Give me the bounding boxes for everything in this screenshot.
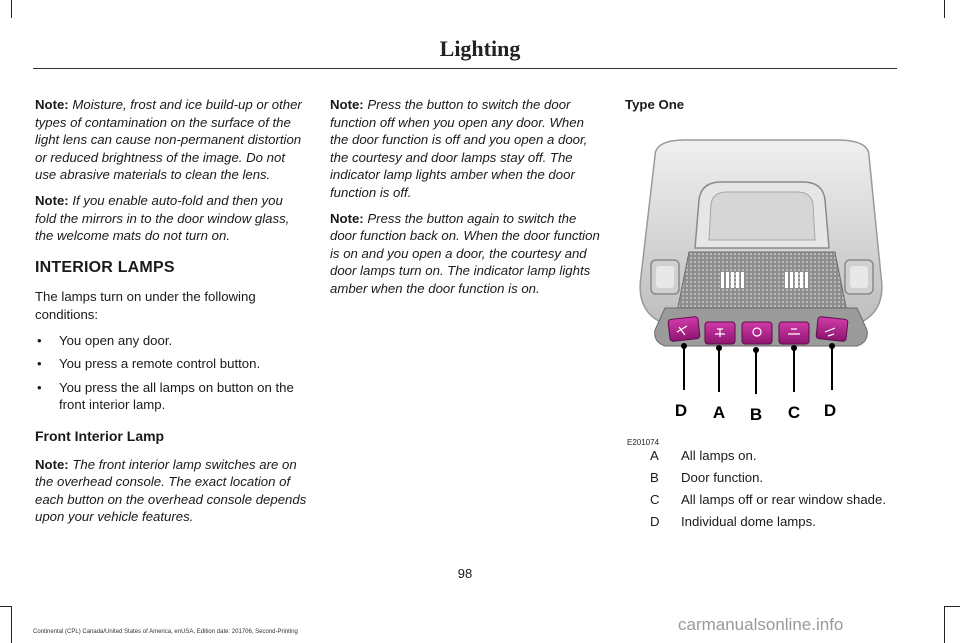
legend-row — [650, 488, 900, 510]
intro-text: The lamps turn on under the following conditions: — [35, 289, 256, 322]
section-heading-interior-lamps: INTERIOR LAMPS — [35, 258, 175, 276]
callout-label-a: A — [712, 402, 726, 422]
callout-leaders — [684, 346, 832, 394]
header-rule — [33, 68, 897, 69]
figure-title: Type One — [625, 97, 685, 112]
column-middle — [330, 96, 602, 306]
figure-legend — [650, 444, 900, 532]
crop-mark-top-left-v — [11, 0, 12, 18]
footer-edition-info: Continental (CPL) Canada/United States of America, enUSA, Edition date: 201706, Second-Printing — [33, 629, 298, 635]
crop-mark-bottom-right-h — [944, 606, 960, 607]
watermark: carmanualsonline.info — [678, 615, 844, 634]
legend-desc: Individual dome lamps. — [681, 513, 816, 529]
list-item: • You press a remote control button. — [35, 355, 307, 373]
legend-desc: All lamps off or rear window shade. — [681, 491, 886, 507]
legend-row — [650, 444, 900, 466]
legend-key: B — [650, 469, 659, 485]
crop-mark-bottom-right-v — [944, 606, 945, 643]
note-door-function-on: Note: Press the button again to switch the door function back on. When the door function is on and you open a door, the courtesy and door lamps turn on. The indicator lamp lights amber when the door function is on. — [330, 210, 600, 296]
figure-code: E201074 — [627, 437, 660, 447]
callout-label-b: B — [749, 404, 763, 424]
column-left — [35, 96, 307, 534]
page-number: 98 — [457, 566, 473, 581]
list-item: • You open any door. — [35, 332, 307, 350]
overhead-console-illustration — [625, 120, 897, 440]
legend-desc: All lamps on. — [681, 447, 757, 463]
overhead-console-figure — [625, 120, 897, 447]
conditions-list — [35, 332, 307, 414]
crop-mark-bottom-left-h — [0, 606, 12, 607]
crop-mark-bottom-left-v — [11, 606, 12, 643]
legend-key: D — [650, 513, 660, 529]
callout-label-d-left: D — [674, 400, 688, 420]
page-title: Lighting — [439, 36, 521, 61]
note-auto-fold: Note: If you enable auto-fold and then you fold the mirrors in to the door window glass, the welcome mats do not turn on. — [35, 192, 290, 244]
legend-key: C — [650, 491, 660, 507]
legend-row — [650, 510, 900, 532]
note-front-lamp: Note: The front interior lamp switches are on the overhead console. The exact location of each button on the overhead console depends upon your vehicle features. — [35, 456, 307, 525]
crop-mark-top-right-v — [944, 0, 945, 18]
legend-row — [650, 466, 900, 488]
legend-desc: Door function. — [681, 469, 764, 485]
callout-label-c: C — [787, 402, 801, 422]
legend-key: A — [650, 447, 659, 463]
list-item: • You press the all lamps on button on the front interior lamp. — [35, 379, 307, 414]
note-door-function-off: Note: Press the button to switch the door function off when you open any door. When the door function is off and you open a door, the courtesy and door lamps stay off. The indicator lamp lights amber when the door function is off. — [330, 97, 588, 200]
callout-label-d-right: D — [823, 400, 837, 420]
column-right — [625, 96, 897, 447]
sub-heading-front-interior-lamp: Front Interior Lamp — [35, 427, 165, 444]
note-moisture: Note: Moisture, frost and ice build-up or other types of contamination on the surface of the light lens can cause non-permanent distortion or reduced brightness of the image. Do not use abrasive materials to clean the lens. — [35, 97, 302, 183]
